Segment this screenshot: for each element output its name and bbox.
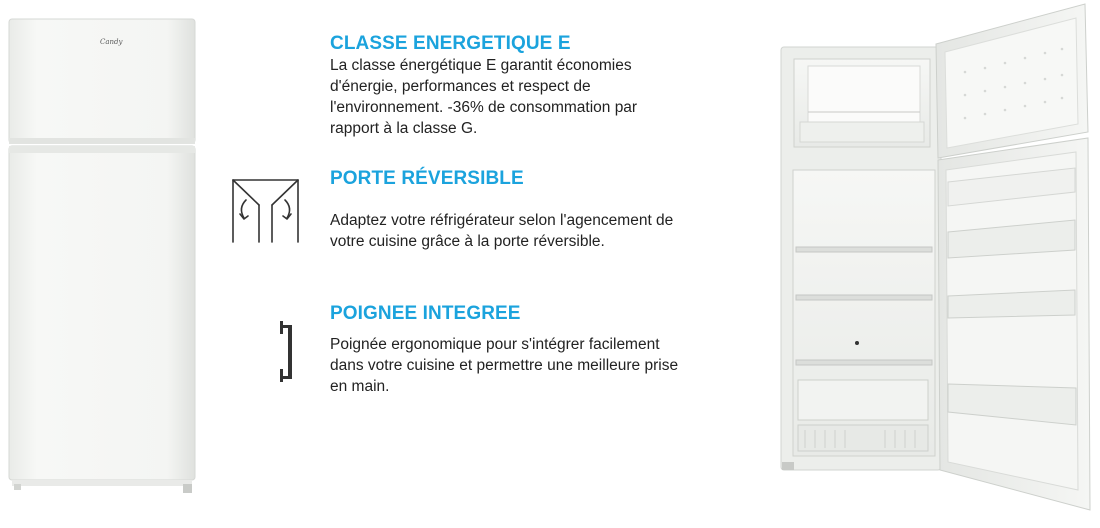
feature-title-integrated-handle: POIGNEE INTEGREE: [330, 303, 521, 324]
feature-title-energy-class: CLASSE ENERGETIQUE E: [330, 33, 571, 54]
feature-description-energy-line-4: rapport à la classe G.: [330, 120, 478, 137]
feature-description-energy-line-3: l'environnement. -36% de consommation par: [330, 99, 638, 116]
feature-description-door-line-1: Adaptez votre réfrigérateur selon l'agencement de: [330, 212, 674, 229]
feature-description-energy-line-1: La classe énergétique E garantit économies: [330, 57, 632, 74]
feature-description-handle-line-2: dans votre cuisine et permettre une meilleure prise: [330, 357, 679, 374]
fridge-closed-image: [0, 0, 220, 528]
brand-logo: Candy: [100, 38, 123, 46]
feature-title-reversible-door: PORTE RÉVERSIBLE: [330, 168, 524, 189]
feature-description-door-line-2: votre cuisine grâce à la porte réversible.: [330, 233, 605, 250]
feature-description-energy-line-2: d'énergie, performances et respect de: [330, 78, 591, 95]
feature-description-handle-line-3: en main.: [330, 378, 390, 395]
feature-description-handle-line-1: Poignée ergonomique pour s'intégrer facilement: [330, 336, 660, 353]
